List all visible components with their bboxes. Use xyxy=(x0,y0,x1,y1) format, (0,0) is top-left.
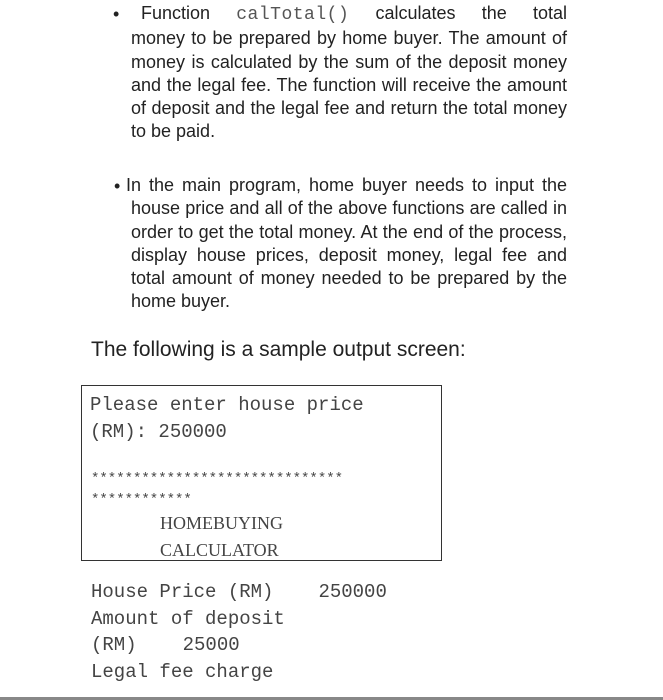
caltotal-code: calTotal() xyxy=(236,5,350,25)
separator-stars-1: ****************************** xyxy=(91,471,344,487)
main-program-text: In the main program, home buyer needs to input the house price and all of the above functions are called in order to get the total money. At the end of the process, display house prices, deposit money, legal fee and total amount of money needed to be prepared by the home buyer. xyxy=(126,175,567,312)
caltotal-description xyxy=(131,2,567,144)
separator-stars-2: ************ xyxy=(91,492,192,508)
legal-fee-label: Legal fee charge xyxy=(91,661,274,683)
first-line-rest: calculates the total xyxy=(375,3,567,23)
bullet-marker: • xyxy=(113,4,120,24)
prompt-label: (RM): xyxy=(90,421,148,443)
deposit-value: 25000 xyxy=(182,634,240,656)
calculator-title-line-2: CALCULATOR xyxy=(160,540,279,560)
prompt-line-2 xyxy=(90,419,227,445)
prompt-value: 250000 xyxy=(158,421,227,443)
caltotal-body: money to be prepared by home buyer. The amount of money is calculated by the sum of the deposit money and the legal fee. The function will receive the amount of deposit and the legal fee and return the total money to be paid. xyxy=(131,28,567,142)
deposit-label-unit: (RM) xyxy=(91,634,137,656)
function-word: Function xyxy=(141,3,211,23)
house-price-value: 250000 xyxy=(318,581,387,603)
bullet-marker: • xyxy=(114,176,121,196)
house-price-label: House Price (RM) xyxy=(91,581,274,603)
deposit-label-line-1: Amount of deposit xyxy=(91,608,285,630)
deposit-line-2 xyxy=(91,632,240,658)
prompt-line-1: Please enter house price xyxy=(90,394,364,416)
caltotal-first-line xyxy=(141,2,567,27)
calculator-title-line-1: HOMEBUYING xyxy=(160,513,283,533)
house-price-line xyxy=(91,579,387,605)
main-program-description xyxy=(126,174,567,314)
sample-output-screen xyxy=(81,385,442,561)
sample-output-heading: The following is a sample output screen: xyxy=(91,338,466,361)
